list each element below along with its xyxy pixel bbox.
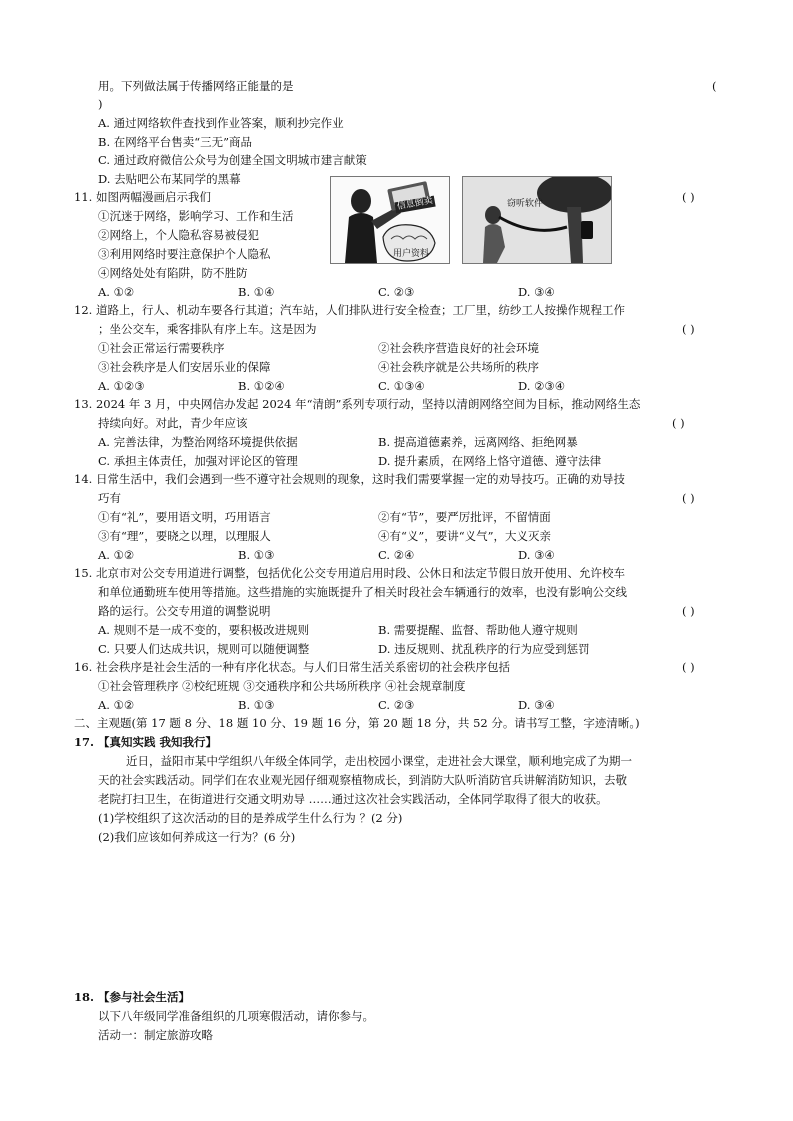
q16-stem: 16. 社会秩序是社会生活的一种有序化状态。与人们日常生活关系密切的社会秩序包括	[74, 660, 510, 674]
cartoon1-label-userdata: 用户资料	[393, 249, 430, 259]
q16-option-d: D. ③④	[518, 698, 555, 712]
q11-option-b: B. ①④	[238, 285, 275, 299]
q10-option-c: C. 通过政府微信公众号为创建全国文明城市建言献策	[98, 153, 367, 167]
q13-option-d: D. 提升素质，在网络上恪守道德、遵守法律	[378, 454, 602, 468]
q13-option-b: B. 提高道德素养，远离网络、拒绝网暴	[378, 435, 578, 449]
section2-heading: 二、主观题(第 17 题 8 分、18 题 10 分、19 题 16 分，第 20 题 18 分，共 52 分。请书写工整，字迹清晰。)	[74, 716, 640, 730]
q10-paren-close: )	[98, 97, 103, 111]
q13-stem-line2: 持续向好。对此，青少年应该	[98, 416, 248, 430]
q12-statement-1: ①社会正常运行需要秩序	[98, 341, 225, 355]
q18-activity-1: 活动一：制定旅游攻略	[98, 1028, 213, 1042]
q17-paragraph-line3: 老院打扫卫生，在街道进行交通文明劝导 ……通过这次社会实践活动，全体同学取得了很大的收获。	[98, 792, 608, 806]
q15-answer-paren: ( )	[682, 604, 695, 618]
q11-option-c: C. ②③	[378, 285, 415, 299]
q12-option-a: A. ①②③	[98, 379, 145, 393]
q14-stem-line1: 14. 日常生活中，我们会遇到一些不遵守社会规则的现象，这时我们需要掌握一定的劝导技巧。正确的劝导技	[74, 472, 625, 486]
q14-statement-3: ③有“理”，要晓之以理，以理服人	[98, 529, 271, 543]
q11-statement-4: ④网络处处有陷阱，防不胜防	[98, 266, 248, 280]
q17-subquestion-2: (2)我们应该如何养成这一行为？(6 分)	[98, 830, 296, 844]
q15-stem-line1: 15. 北京市对公交专用道进行调整，包括优化公交专用道启用时段、公休日和法定节假日放开使用、允许校车	[74, 566, 625, 580]
q17-paragraph-line1: 近日，益阳市某中学组织八年级全体同学，走出校园小课堂，走进社会大课堂，顺利地完成了为期一	[126, 754, 632, 768]
q11-statement-1: ①沉迷于网络，影响学习、工作和生活	[98, 209, 294, 223]
cartoon1-label-trading: 信息倒卖	[394, 196, 435, 214]
q16-items: ①社会管理秩序 ②校纪班规 ③交通秩序和公共场所秩序 ④社会规章制度	[98, 679, 466, 693]
q12-stem-line2: ；坐公交车，乘客排队有序上车。这是因为	[98, 322, 317, 336]
q11-option-d: D. ③④	[518, 285, 555, 299]
q14-statement-1: ①有“礼”，要用语文明，巧用语言	[98, 510, 271, 524]
q11-option-a: A. ①②	[98, 285, 135, 299]
q17-subquestion-1: (1)学校组织了这次活动的目的是养成学生什么行为 ？(2 分)	[98, 811, 403, 825]
q13-option-c: C. 承担主体责任，加强对评论区的管理	[98, 454, 298, 468]
cartoon-eavesdropping-drawing	[463, 177, 611, 263]
q14-option-d: D. ③④	[518, 548, 555, 562]
q15-stem-line3: 路的运行。公交专用道的调整说明	[98, 604, 271, 618]
q15-option-d: D. 违反规则、扰乱秩序的行为应受到惩罚	[378, 642, 590, 656]
q12-statement-4: ④社会秩序就是公共场所的秩序	[378, 360, 539, 374]
q15-option-b: B. 需要提醒、监督、帮助他人遵守规则	[378, 623, 578, 637]
q16-option-b: B. ①③	[238, 698, 275, 712]
q15-stem-line2: 和单位通勤班车使用等措施。这些措施的实施既提升了相关时段社会车辆通行的效率，也没有影响公交线	[98, 585, 627, 599]
q16-option-a: A. ①②	[98, 698, 135, 712]
q16-answer-paren: ( )	[682, 660, 695, 674]
q18-title: 18. 【参与社会生活】	[74, 990, 191, 1004]
q14-statement-2: ②有“节”，要严厉批评，不留情面	[378, 510, 551, 524]
q15-option-a: A. 规则不是一成不变的，要积极改进规则	[98, 623, 310, 637]
q14-option-a: A. ①②	[98, 548, 135, 562]
q11-statement-2: ②网络上，个人隐私容易被侵犯	[98, 228, 259, 242]
cartoon-data-selling-drawing	[331, 177, 449, 263]
q14-option-b: B. ①③	[238, 548, 275, 562]
cartoon-image-eavesdropping	[462, 176, 612, 264]
q10-option-a: A. 通过网络软件查找到作业答案，顺利抄完作业	[98, 116, 344, 130]
q14-answer-paren: ( )	[682, 491, 695, 505]
q11-stem: 11. 如图两幅漫画启示我们	[74, 190, 211, 204]
q12-answer-paren: ( )	[682, 322, 695, 336]
q14-option-c: C. ②④	[378, 548, 415, 562]
q14-statement-4: ④有“义”，要讲“义气”，大义灭亲	[378, 529, 552, 543]
q10-option-b: B. 在网络平台售卖“三无”商品	[98, 135, 253, 149]
q10-option-d: D. 去贴吧公布某同学的黑幕	[98, 172, 241, 186]
q13-stem-line1: 13. 2024 年 3 月，中央网信办发起 2024 年“清朗”系列专项行动，坚持以清朗网络空间为目标，推动网络生态	[74, 397, 641, 411]
q17-title: 17. 【真知实践 我知我行】	[74, 735, 218, 749]
q15-option-c: C. 只要人们达成共识，规则可以随便调整	[98, 642, 310, 656]
q12-option-d: D. ②③④	[518, 379, 566, 393]
q13-answer-paren: ( )	[672, 416, 685, 430]
q11-statement-3: ③利用网络时要注意保护个人隐私	[98, 247, 271, 261]
cartoon-image-data-selling	[330, 176, 450, 264]
q12-stem-line1: 12. 道路上，行人、机动车要各行其道；汽车站，人们排队进行安全检查；工厂里，纺纱工人按操作规程工作	[74, 303, 625, 317]
q16-option-c: C. ②③	[378, 698, 415, 712]
cartoon2-label-eavesdrop: 窃听软件	[507, 199, 544, 209]
q18-intro: 以下八年级同学准备组织的几项寒假活动，请你参与。	[98, 1009, 374, 1023]
q12-option-c: C. ①③④	[378, 379, 425, 393]
q12-statement-2: ②社会秩序营造良好的社会环境	[378, 341, 539, 355]
q17-paragraph-line2: 天的社会实践活动。同学们在农业观光园仔细观察植物成长，到消防大队听消防官兵讲解消防知识，去敬	[98, 773, 627, 787]
q10-answer-paren: (	[712, 79, 717, 93]
q10-stem: 用。下列做法属于传播网络正能量的是	[98, 79, 294, 93]
q12-option-b: B. ①②④	[238, 379, 285, 393]
q14-stem-line2: 巧有	[98, 491, 121, 505]
q12-statement-3: ③社会秩序是人们安居乐业的保障	[98, 360, 271, 374]
q13-option-a: A. 完善法律，为整治网络环境提供依据	[98, 435, 298, 449]
q11-answer-paren: ( )	[682, 190, 695, 204]
